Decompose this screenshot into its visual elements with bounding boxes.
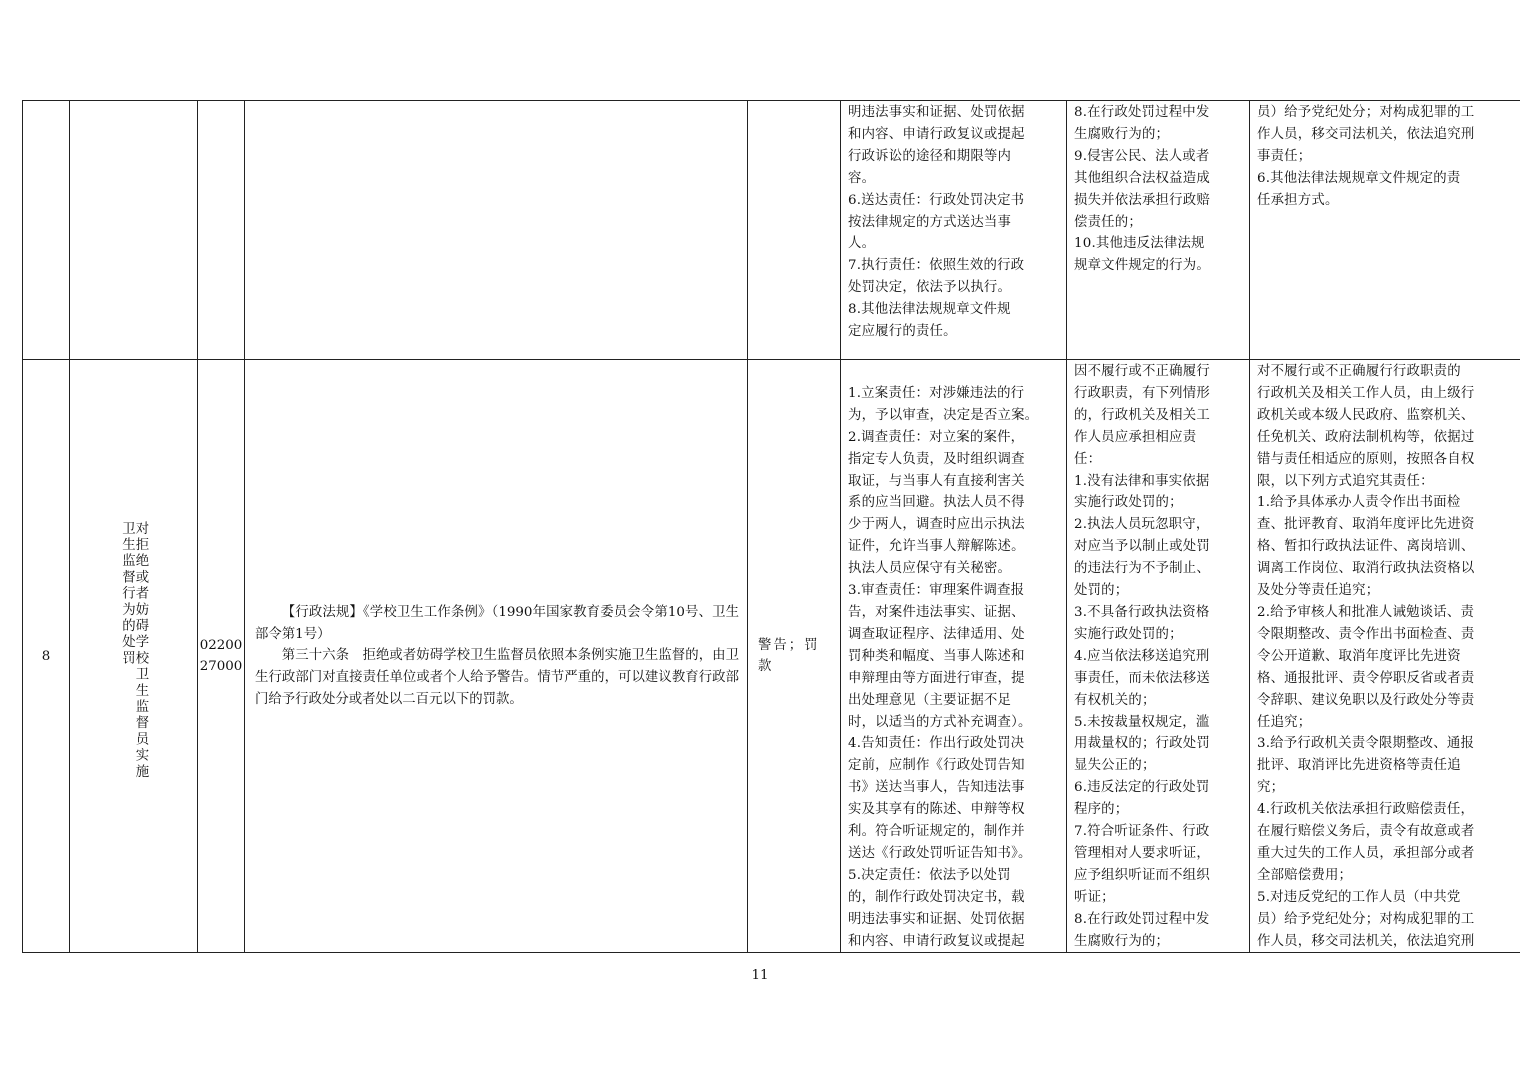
legal-basis-article: 第三十六条 拒绝或者妨碍学校卫生监督员依照本条例实施卫生监督的，由卫生行政部门对直接责任单位或者个人给予警告。情节严重的，可以建议教育行政部门给予行政处分或者处以二百元以下的罚款。 [255, 648, 739, 707]
item-name [70, 101, 198, 360]
duty-items: 1.立案责任：对涉嫌违法的行 为，予以审查，决定是否立案。 2.调查责任：对立案的案件， 指定专人负责，及时组织调查 取证，与当事人有直接利害关 系的应当回避。执法人员不得 少于两人，调查时应出示执法 证件，允许当事人辩解陈述。 执法人员应保守有关秘密。 3.审查责任：审理案件调查报 告，对案件违法事实、证据、 调查取证程序、法律适用、处 罚种类和幅度、当事人陈述和 申辩理由等方面进行审查，提 出处理意见（主要证据不足 时，以适当的方式补充调查）。 4.告知责任：作出行政处罚决 定前，应制作《行政处罚告知 书》送达当事人，告知违法事 实及其享有的陈述、申辩等权 利。符合听证规定的，制作并 送达《行政处罚听证告知书》。 5.决定责任：依法予以处罚 的，制作行政处罚决定书，载 明违法事实和证据、处罚依据 和内容、申请行政复议或提起 [841, 360, 1067, 953]
penalty-type [748, 360, 841, 953]
item-number [23, 101, 70, 360]
penalty-type [748, 101, 841, 360]
page-number: 11 [751, 968, 769, 983]
item-code [198, 101, 245, 360]
accountability-situations: 8.在行政处罚过程中发 生腐败行为的； 9.侵害公民、法人或者 其他组织合法权益造成 损失并依法承担行政赔 偿责任的； 10.其他违反法律法规 规章文件规定的行为。 [1067, 101, 1250, 360]
responsibility-table [22, 100, 1520, 953]
accountability-situations: 因不履行或不正确履行 行政职责，有下列情形 的，行政机关及相关工 作人员应承担相应责 任： 1.没有法律和事实依据 实施行政处罚的； 2.执法人员玩忽职守， 对应当予以制止或处罚 的违法行为不予制止、 处罚的； 3.不具备行政执法资格 实施行政处罚的； 4.应当依法移送追究刑 事责任，而未依法移送 有权机关的； 5.未按裁量权规定，滥 用裁量权的；行政处罚 显失公正的； 6.违反法定的行政处罚 程序的； 7.符合听证条件、行政 管理相对人要求听证， 应予组织听证而不组织 听证； 8.在行政处罚过程中发 生腐败行为的； [1067, 360, 1250, 953]
table-row [23, 101, 1520, 360]
item-name-text: 对拒绝或者妨碍学校卫生监督员实施卫生监督行为的处罚 [119, 521, 148, 781]
table-row [23, 360, 1520, 953]
item-number: 8 [23, 360, 70, 953]
penalty-type-text: 警告；罚款 [758, 638, 820, 675]
accountability-methods: 对不履行或不正确履行行政职责的 行政机关及相关工作人员，由上级行 政机关或本级人民政府、监察机关、 任免机关、政府法制机构等，依据过 错与责任相适应的原则，按照各自权 限，以下列方式追究其责任： 1.给予具体承办人责令作出书面检 查、批评教育、取消年度评比先进资 格、暂扣行政执法证件、离岗培训、 调离工作岗位、取消行政执法资格以 及处分等责任追究； 2.给予审核人和批准人诫勉谈话、责 令限期整改、责令作出书面检查、责 令公开道歉、取消年度评比先进资 格、通报批评、责令停职反省或者责 令辞职、建议免职以及行政处分等责 任追究； 3.给予行政机关责令限期整改、通报 批评、取消评比先进资格等责任追 究； 4.行政机关依法承担行政赔偿责任， 在履行赔偿义务后，责令有故意或者 重大过失的工作人员，承担部分或者 全部赔偿费用； 5.对违反党纪的工作人员（中共党 员）给予党纪处分；对构成犯罪的工 作人员，移交司法机关，依法追究刑 [1250, 360, 1520, 953]
legal-basis-source: 【行政法规】《学校卫生工作条例》（1990年国家教育委员会令第10号、卫生部令第1号） [255, 604, 739, 642]
legal-basis [245, 101, 748, 360]
accountability-methods: 员）给予党纪处分；对构成犯罪的工 作人员，移交司法机关，依法追究刑 事责任； 6.其他法律法规规章文件规定的责 任承担方式。 [1250, 101, 1520, 360]
item-name [70, 360, 198, 953]
item-code: 02200 27000 [198, 360, 245, 953]
duty-items: 明违法事实和证据、处罚依据 和内容、申请行政复议或提起 行政诉讼的途径和期限等内 容。 6.送达责任：行政处罚决定书 按法律规定的方式送达当事 人。 7.执行责任：依照生效的行政 处罚决定，依法予以执行。 8.其他法律法规规章文件规 定应履行的责任。 [841, 101, 1067, 360]
legal-basis [245, 360, 748, 953]
